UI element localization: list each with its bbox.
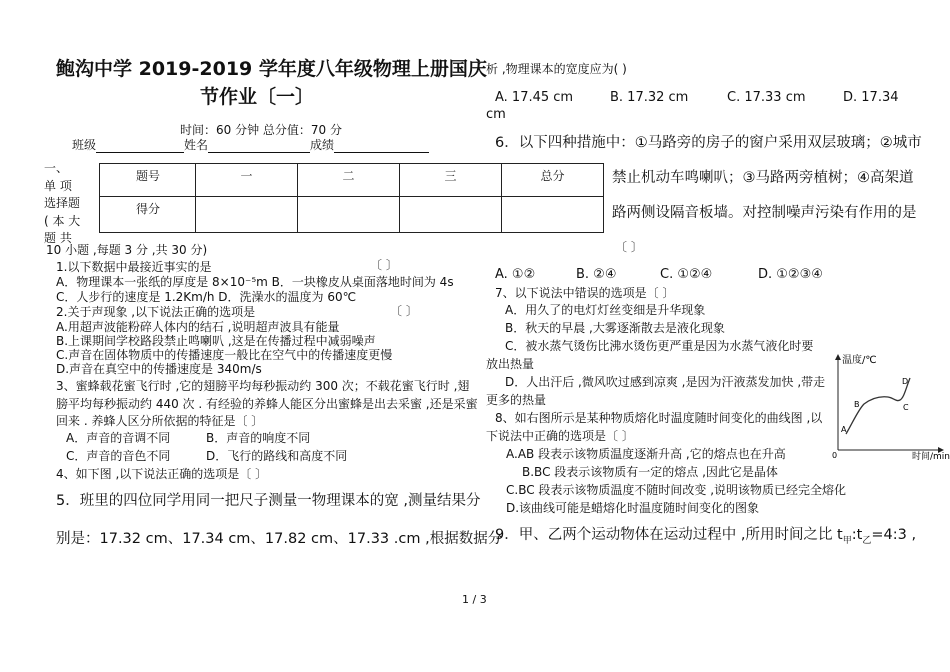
name-blank: [208, 140, 310, 153]
q9-sub-yi: 乙: [862, 535, 872, 546]
graph-point-b: B: [854, 400, 860, 409]
q6-option-a: A. ①②: [495, 267, 536, 282]
q3-option-b: B．声音的响度不同: [206, 431, 311, 445]
section1-side-line: ( 本 大: [44, 213, 81, 228]
graph-y-label: 温度/℃: [842, 355, 877, 366]
q8-option-c: C.BC 段表示该物质温度不随时间改变 ,说明该物质已经完全熔化: [506, 483, 847, 497]
section1-side-line: 选择题: [44, 196, 81, 210]
q2-option-a: A.用超声波能粉碎人体内的结石 ,说明超声波具有能量: [56, 320, 340, 334]
q7-option-b: B．秋天的早晨 ,大雾逐渐散去是液化现象: [505, 321, 725, 335]
score-table-cell: [298, 197, 400, 233]
q5-option-b: B. 17.32 cm: [610, 90, 689, 105]
q7-option-d-line2: 更多的热量: [486, 393, 547, 407]
graph-origin: 0: [832, 451, 838, 460]
score-table-cell: 总分: [502, 164, 604, 197]
q5-option-a: A. 17.45 cm: [495, 90, 574, 105]
q3-option-d: D．飞行的路线和高度不同: [206, 449, 348, 463]
score-table-cell: 一: [196, 164, 298, 197]
section1-side-line: 单 项: [44, 178, 72, 193]
score-table-cell: [502, 197, 604, 233]
section1-side-line: 一、: [44, 161, 69, 175]
score-table-cell: [196, 197, 298, 233]
section1-tail: 10 小题 ,每题 3 分 ,共 30 分): [46, 243, 208, 257]
q9-line1: [495, 525, 916, 551]
q5-option-d: D. 17.34: [843, 90, 899, 105]
melting-curve-graph: [828, 352, 950, 462]
q2-option-c: C.声音在固体物质中的传播速度一般比在空气中的传播速度更慢: [56, 348, 393, 362]
q1-option-ab: A．物理课本一张纸的厚度是 8×10⁻⁵m B．一块橡皮从桌面落地时间为 4s: [56, 275, 454, 289]
q4-stem: 4、如下图 ,以下说法正确的选项是〔 〕: [56, 467, 268, 481]
q3-line2: 膀平均每秒振动约 440 次 . 有经验的养蜂人能区分出蜜蜂是出去采蜜 ,还是采蜜: [56, 397, 478, 411]
time-info: 时间：60 分钟 总分值：70 分: [180, 123, 342, 137]
score-label: 成绩: [310, 138, 335, 152]
class-blank: [96, 140, 184, 153]
graph-point-c: C: [903, 403, 909, 412]
q6-line1: 6．以下四种措施中：①马路旁的房子的窗户采用双层玻璃；②城市: [495, 135, 922, 151]
q9-text: 9．甲、乙两个运动物体在运动过程中 ,所用时间之比 t: [495, 527, 843, 543]
q8-option-d: D.该曲线可能是蜡熔化时温度随时间变化的图象: [506, 501, 760, 515]
page-number: 1 / 3: [462, 593, 487, 606]
section1-side: [44, 160, 80, 248]
q2-answer-paren: 〔 〕: [390, 304, 418, 318]
q1-answer-paren: 〔 〕: [370, 258, 398, 272]
q6-line3: 路两侧设隔音板墙。对控制噪声污染有作用的是: [612, 205, 917, 221]
section1-side-line: 题 共: [44, 231, 72, 245]
q8-line1: 8、如右图所示是某种物质熔化时温度随时间变化的曲线图 ,以: [495, 411, 823, 425]
score-table-score-row: [100, 197, 604, 233]
q9-sub-jia: 甲: [842, 535, 852, 546]
q5-line3: 析 ,物理课本的宽度应为( ): [486, 62, 627, 76]
q2-option-b: B.上课期间学校路段禁止鸣喇叭 ,这是在传播过程中减弱噪声: [56, 334, 376, 348]
q7-option-a: A．用久了的电灯灯丝变细是升华现象: [505, 303, 706, 317]
q7-option-c-line2: 放出热量: [486, 357, 535, 371]
score-table: [99, 163, 604, 233]
q8-line2: 下说法中正确的选项是〔 〕: [486, 429, 634, 443]
q6-option-b: B. ②④: [576, 267, 617, 282]
graph-y-arrow: [835, 354, 841, 360]
score-table-cell: 题号: [100, 164, 196, 197]
q2-stem: 2.关于声现象 ,以下说法正确的选项是: [56, 305, 256, 319]
q1-stem: 1.以下数据中最接近事实的是: [56, 260, 212, 274]
score-table-cell: [400, 197, 502, 233]
class-label: 班级: [72, 138, 97, 152]
q6-option-d: D. ①②③④: [758, 267, 823, 282]
q9-mid: :t: [851, 527, 863, 543]
score-table-cell: 三: [400, 164, 502, 197]
q9-end: =4:3 ,: [871, 527, 917, 543]
q3-option-c: C．声音的音色不同: [66, 449, 171, 463]
graph-x-label: 时间/min: [912, 452, 950, 462]
score-table-cell: 二: [298, 164, 400, 197]
q2-option-d: D.声音在真空中的传播速度是 340m/s: [56, 362, 262, 376]
q6-answer-paren: 〔 〕: [615, 240, 643, 254]
score-blank: [334, 140, 429, 153]
q5-option-c: C. 17.33 cm: [727, 90, 806, 105]
graph-point-d: D: [902, 377, 909, 386]
q7-option-c-line1: C．被水蒸气烫伤比沸水烫伤更严重是因为水蒸气液化时要: [505, 339, 814, 353]
q8-option-a: A.AB 段表示该物质温度逐渐升高 ,它的熔点也在升高: [506, 447, 786, 461]
q6-line2: 禁止机动车鸣喇叭；③马路两旁植树；④高架道: [612, 170, 914, 186]
score-table-header-row: [100, 164, 604, 197]
q8-option-b: B.BC 段表示该物质有一定的熔点 ,因此它是晶体: [522, 465, 778, 479]
q3-line1: 3、蜜蜂载花蜜飞行时 ,它的翅膀平均每秒振动约 300 次；不载花蜜飞行时 ,翅: [56, 379, 470, 393]
q5-line1: 5．班里的四位同学用同一把尺子测量一物理课本的宽 ,测量结果分: [56, 493, 481, 509]
q3-option-a: A．声音的音调不同: [66, 431, 171, 445]
q7-stem: 7、以下说法中错误的选项是〔 〕: [495, 286, 675, 300]
student-info-line: [72, 138, 429, 153]
name-label: 姓名: [184, 138, 209, 152]
score-table-cell: 得分: [100, 197, 196, 233]
q5-line2: 别是：17.32 cm、17.34 cm、17.82 cm、17.33 .cm ,根据数据分: [56, 531, 503, 547]
q6-option-c: C. ①②④: [660, 267, 713, 282]
q1-option-cd: C．人步行的速度是 1.2Km/h D．洗澡水的温度为 60℃: [56, 290, 357, 304]
q3-line3: 回来 . 养蜂人区分所依据的特征是〔 〕: [56, 414, 264, 428]
page-title-line1: 鲍沟中学 2019-2019 学年度八年级物理上册国庆: [56, 58, 487, 80]
graph-point-a: A: [841, 425, 847, 434]
q5-option-d-unit: cm: [486, 107, 506, 122]
page-title-line2: 节作业〔一〕: [200, 86, 315, 108]
q7-option-d-line1: D．人出汗后 ,微风吹过感到凉爽 ,是因为汗液蒸发加快 ,带走: [505, 375, 826, 389]
